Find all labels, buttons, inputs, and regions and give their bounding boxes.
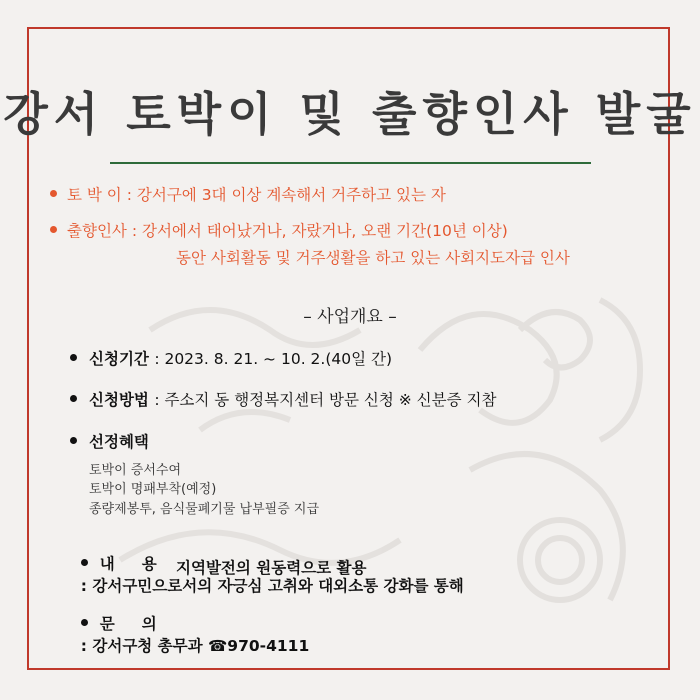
item-label: 선정혜택 (89, 433, 149, 451)
bullet-dot (81, 619, 88, 626)
bullet-dot (50, 190, 57, 197)
bullet-dot (70, 395, 77, 402)
benefit-sub-item: 토박이 명패부착(예정) (89, 482, 217, 497)
item-period (70, 347, 392, 369)
definition-label: 출향인사 : (67, 222, 138, 240)
bullet-dot (70, 354, 77, 361)
content-text-continued: 지역발전의 원동력으로 활용 (176, 559, 367, 577)
item-benefit (70, 430, 149, 452)
bullet-dot (50, 226, 57, 233)
definition-text-continued: 동안 사회활동 및 거주생활을 하고 있는 사회지도자급 인사 (176, 249, 570, 267)
item-label: 문 의 (99, 615, 157, 633)
item-value: : 강서구청 총무과 ☎970-4111 (80, 637, 310, 655)
definition-label: 토 박 이 : (67, 186, 132, 204)
item-label: 신청기간 (89, 350, 149, 368)
item-value: : 2023. 8. 21. ~ 10. 2.(40일 간) (154, 350, 393, 368)
benefit-sub-item: 토박이 증서수여 (89, 463, 182, 478)
benefit-sub-item: 종량제봉투, 음식물폐기물 납부필증 지급 (89, 502, 320, 517)
item-contact (70, 594, 309, 656)
item-value: : 강서구민으로서의 자긍심 고취와 대외소통 강화를 통해 (80, 577, 464, 595)
definition-chulhyang (50, 219, 508, 243)
title-divider (110, 162, 591, 164)
page-title: 강서 토박이 및 출향인사 발굴 (3, 87, 697, 141)
item-label: 내 용 (99, 555, 157, 573)
definition-text: 강서에서 태어났거나, 자랐거나, 오랜 기간(10년 이상) (141, 222, 508, 240)
item-label: 신청방법 (89, 391, 149, 409)
bullet-dot (70, 437, 77, 444)
section-title: – 사업개요 – (303, 307, 397, 327)
item-method (70, 388, 496, 410)
item-value: : 주소지 동 행정복지센터 방문 신청 ※ 신분증 지참 (154, 391, 497, 409)
definition-text: 강서구에 3대 이상 계속해서 거주하고 있는 자 (136, 186, 446, 204)
bullet-dot (81, 559, 88, 566)
definition-topbagi (50, 183, 446, 207)
